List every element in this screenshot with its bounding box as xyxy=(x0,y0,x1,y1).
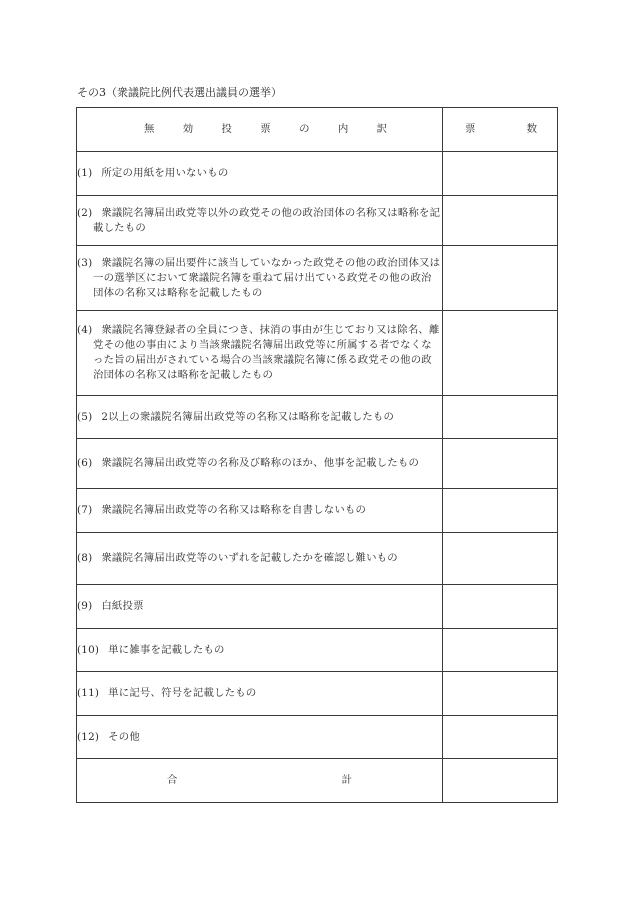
row-count-cell[interactable] xyxy=(443,716,558,759)
row-number: (1) xyxy=(77,167,93,179)
row-number: (10) xyxy=(77,643,100,656)
total-char: 合 xyxy=(167,774,178,786)
row-text: 白紙投票 xyxy=(101,600,144,612)
header-vote-count xyxy=(443,108,558,152)
table-row xyxy=(77,196,558,246)
invalid-ballot-table xyxy=(76,107,558,803)
row-text: 2以上の衆議院名簿届出政党等の名称又は略称を記載したもの xyxy=(101,410,395,423)
row-count-cell[interactable] xyxy=(443,672,558,716)
row-count-cell[interactable] xyxy=(443,196,558,246)
row-text: 衆議院名簿届出政党等の名称又は略称を自書しないもの xyxy=(101,504,367,516)
row-description xyxy=(77,489,443,533)
table-row xyxy=(77,716,558,759)
row-text: 衆議院名簿の届出要件に該当していなかった政党その他の政治団体又は一の選挙区において衆議院名簿を重ねて届け出ている政党その他の政治団体の名称又は略称を記載したもの xyxy=(93,256,441,299)
header-char: 数 xyxy=(526,123,537,135)
header-char: 内 xyxy=(337,123,349,135)
row-text: 単に雑事を記載したもの xyxy=(108,643,225,656)
row-count-cell[interactable] xyxy=(443,311,558,396)
table-row xyxy=(77,246,558,311)
row-number: (8) xyxy=(77,552,93,564)
row-count-cell[interactable] xyxy=(443,629,558,672)
row-count-cell[interactable] xyxy=(443,396,558,439)
table-row xyxy=(77,533,558,585)
header-char: 訳 xyxy=(376,123,387,135)
table-row xyxy=(77,396,558,439)
row-number: (4) xyxy=(77,324,93,336)
table-header-row xyxy=(77,108,558,152)
form-heading: その3（衆議院比例代表選出議員の選挙） xyxy=(77,86,282,99)
row-text: その他 xyxy=(108,730,140,743)
row-count-cell[interactable] xyxy=(443,246,558,311)
row-text: 衆議院名簿届出政党等のいずれを記載したかを確認し難いもの xyxy=(101,552,398,564)
row-number: (11) xyxy=(77,687,100,699)
row-count-cell[interactable] xyxy=(443,489,558,533)
table-row xyxy=(77,439,558,489)
row-description xyxy=(77,439,443,489)
header-char: 票 xyxy=(465,123,476,135)
header-char: 票 xyxy=(260,123,271,135)
header-char: の xyxy=(299,123,310,135)
table-row xyxy=(77,311,558,396)
row-description xyxy=(77,152,443,196)
row-count-cell[interactable] xyxy=(443,533,558,585)
row-description xyxy=(77,311,443,396)
row-number: (2) xyxy=(77,206,93,219)
row-description xyxy=(77,629,443,672)
row-text: 衆議院名簿登録者の全員につき、抹消の事由が生じており又は除名、離党その他の事由により当該衆議院名簿届出政党等に所属する者でなくなった旨の届出がされている場合の当該衆議院名簿に係る政党その他の政治団体の名称又は略称を記載したもの xyxy=(93,324,440,381)
row-description xyxy=(77,533,443,585)
row-count-cell[interactable] xyxy=(443,439,558,489)
row-number: (12) xyxy=(77,730,100,743)
table-row xyxy=(77,152,558,196)
row-description xyxy=(77,716,443,759)
total-label xyxy=(77,759,443,803)
total-char: 計 xyxy=(341,774,352,786)
row-text: 所定の用紙を用いないもの xyxy=(101,167,229,179)
row-number: (3) xyxy=(77,256,93,269)
table-row xyxy=(77,629,558,672)
header-invalid-ballot-breakdown xyxy=(77,108,443,152)
row-number: (9) xyxy=(77,600,93,612)
row-description xyxy=(77,672,443,716)
header-char: 無 xyxy=(144,123,155,135)
header-char: 投 xyxy=(221,123,232,135)
row-number: (5) xyxy=(77,410,93,423)
row-number: (6) xyxy=(77,457,93,469)
row-description xyxy=(77,196,443,246)
row-count-cell[interactable] xyxy=(443,152,558,196)
table-row xyxy=(77,489,558,533)
row-text: 衆議院名簿届出政党等の名称及び略称のほか、他事を記載したもの xyxy=(101,457,420,469)
header-char: 効 xyxy=(182,123,194,135)
row-description xyxy=(77,246,443,311)
row-description xyxy=(77,585,443,629)
table-row xyxy=(77,672,558,716)
table-row xyxy=(77,585,558,629)
row-count-cell[interactable] xyxy=(443,585,558,629)
row-number: (7) xyxy=(77,504,93,516)
row-text: 衆議院名簿届出政党等以外の政党その他の政治団体の名称又は略称を記載したもの xyxy=(93,206,441,234)
total-count-cell[interactable] xyxy=(443,759,558,803)
total-row xyxy=(77,759,558,803)
row-text: 単に記号、符号を記載したもの xyxy=(108,687,257,699)
row-description xyxy=(77,396,443,439)
